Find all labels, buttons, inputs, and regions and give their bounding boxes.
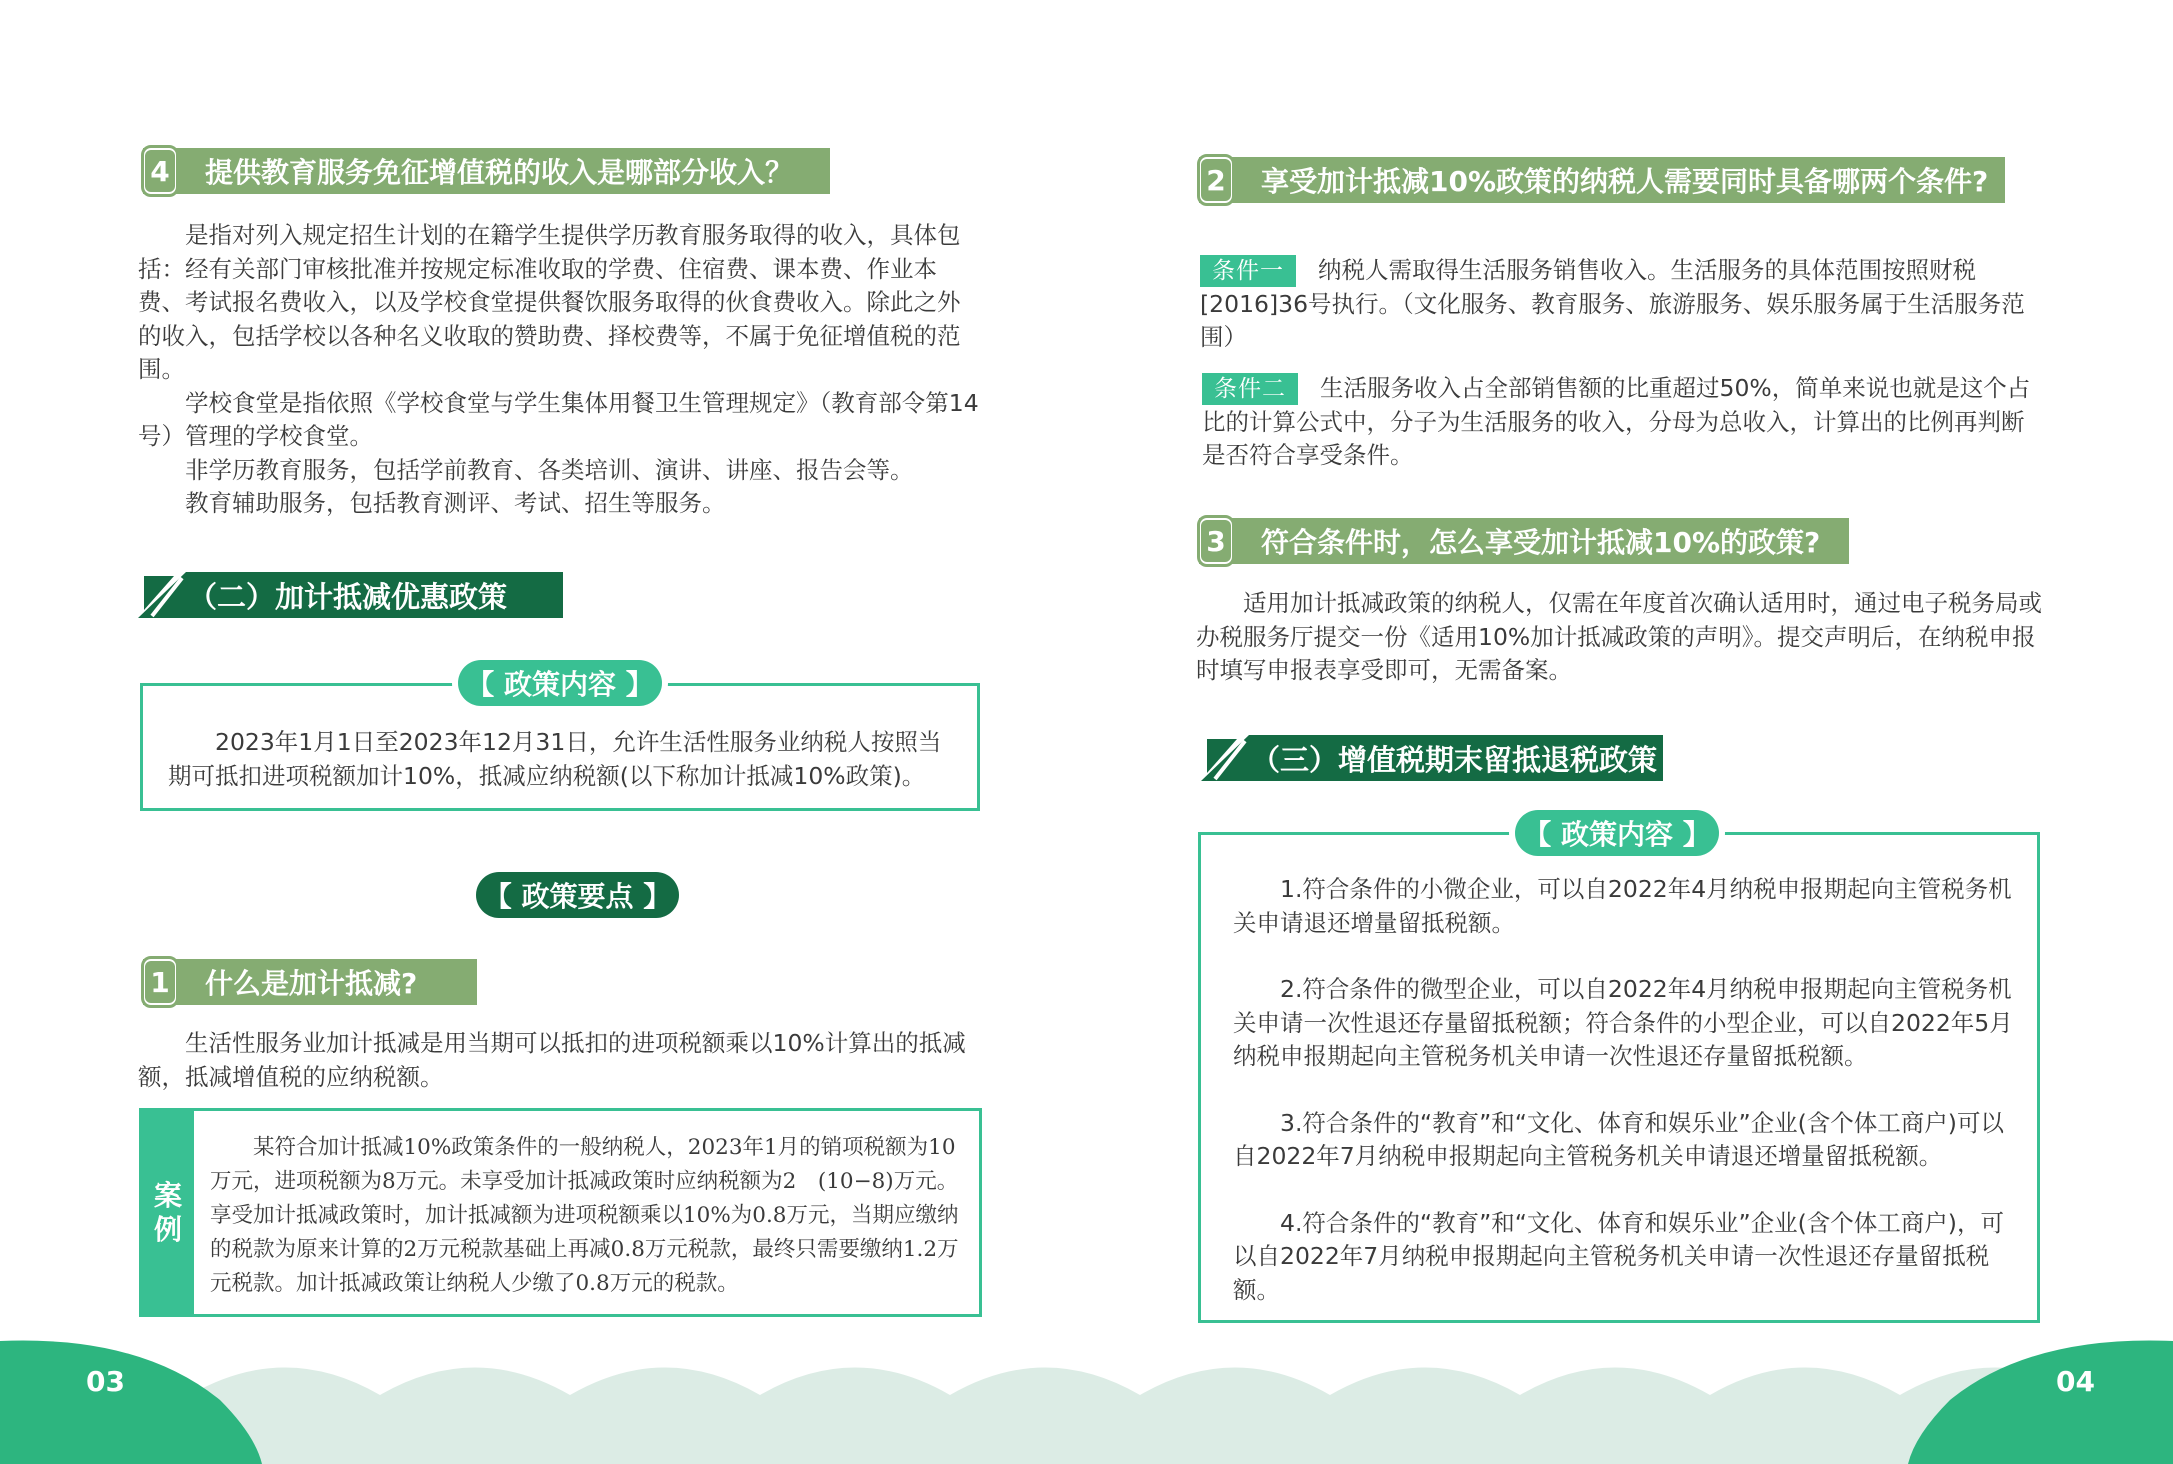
section-3-title: （三）增值税期末留抵退税政策	[1251, 742, 1658, 777]
section-2-heading	[138, 572, 563, 618]
q1-title: 什么是加计抵减?	[205, 967, 418, 1000]
q3-body: 适用加计抵减政策的纳税人，仅需在年度首次确认适用时，通过电子税务局或办税服务厅提交一份《适用10%加计抵减政策的声明》。提交声明后，在纳税申报时填写申报表享受即可，无需备案。	[1196, 589, 2042, 684]
arrow-icon	[138, 572, 186, 618]
policy-items	[1233, 873, 2013, 1307]
condition-1-text: 纳税人需取得生活服务销售收入。生活服务的具体范围按照财税[2016]36号执行。（文化服务、教育服务、旅游服务、娱乐服务属于生活服务范围）	[1200, 256, 2025, 351]
policy-item-4: 4.符合条件的“教育”和“文化、体育和娱乐业”企业(含个体工商户)，可以自2022年7月纳税申报期起向主管税务机关申请一次性退还存量留抵税额。	[1233, 1208, 2004, 1304]
q3-number-badge: 3	[1197, 515, 1235, 567]
q1-heading	[143, 959, 477, 1005]
policy-item-3: 3.符合条件的“教育”和“文化、体育和娱乐业”企业(含个体工商户)可以自2022年7月纳税申报期起向主管税务机关申请退还增量留抵税额。	[1233, 1108, 2004, 1170]
case-label-top: 案	[153, 1178, 182, 1212]
q4-body	[138, 219, 980, 521]
policy-item-2: 2.符合条件的微型企业，可以自2022年4月纳税申报期起向主管税务机关申请一次性退还存量留抵税额；符合条件的小型企业，可以自2022年5月纳税申报期起向主管税务机关申请一次性退还存量留抵税额。	[1233, 975, 2013, 1070]
q4-paragraph-2: 学校食堂是指依照《学校食堂与学生集体用餐卫生管理规定》（教育部令第14号）管理的学校食堂。	[138, 388, 979, 450]
q4-heading	[143, 148, 830, 194]
policy-item-1: 1.符合条件的小微企业，可以自2022年4月纳税申报期起向主管税务机关申请退还增量留抵税额。	[1233, 875, 2012, 937]
q4-paragraph-4: 教育辅助服务，包括教育测评、考试、招生等服务。	[185, 489, 726, 517]
q4-paragraph-3: 非学历教育服务，包括学前教育、各类培训、演讲、讲座、报告会等。	[185, 455, 914, 484]
condition-2	[1202, 372, 2042, 473]
page-number-left: 03	[86, 1365, 125, 1398]
q1-number-badge: 1	[141, 956, 179, 1008]
case-label-bottom: 例	[153, 1212, 182, 1246]
policy-content-box-right	[1198, 832, 2040, 1323]
condition-1	[1200, 254, 2042, 355]
q1-body: 生活性服务业加计抵减是用当期可以抵扣的进项税额乘以10%计算出的抵减额，抵减增值税的应纳税额。	[138, 1029, 966, 1091]
policy-content-label-left: 【 政策内容 】	[458, 660, 662, 706]
q4-number-badge: 4	[141, 145, 179, 197]
q4-title: 提供教育服务免征增值税的收入是哪部分收入？	[205, 156, 794, 189]
policy-key-points-label: 【 政策要点 】	[476, 872, 679, 918]
footer-wave-decoration	[0, 1340, 2173, 1464]
q2-number-badge: 2	[1197, 154, 1235, 206]
q2-heading	[1199, 157, 2005, 203]
case-box	[139, 1108, 982, 1317]
condition-2-label: 条件二	[1202, 373, 1298, 405]
policy-content-label-right: 【 政策内容 】	[1515, 810, 1719, 856]
q3-title: 符合条件时，怎么享受加计抵减10%的政策?	[1261, 526, 1821, 559]
page-number-right: 04	[2056, 1365, 2095, 1398]
condition-1-label: 条件一	[1200, 255, 1296, 287]
case-label	[142, 1111, 194, 1314]
condition-2-text: 生活服务收入占全部销售额的比重超过50%，简单来说也就是这个占比的计算公式中，分子为生活服务的收入，分母为总收入，计算出的比例再判断是否符合享受条件。	[1202, 374, 2031, 469]
case-text: 某符合加计抵减10%政策条件的一般纳税人，2023年1月的销项税额为10万元，进项税额为8万元。未享受加计抵减政策时应纳税额为2 (10−8)万元。享受加计抵减政策时，加计抵减额为进项税额乘以10%为0.8万元，当期应缴纳的税款为原来计算的2万元税款基础上再减0.8万元税款，最终只需要缴纳1.2万元税款。加计抵减政策让纳税人少缴了0.8万元的税款。	[210, 1135, 959, 1296]
policy-content-text-left: 2023年1月1日至2023年12月31日，允许生活性服务业纳税人按照当期可抵扣进项税额加计10%，抵减应纳税额(以下称加计抵减10%政策)。	[168, 728, 942, 790]
q4-paragraph-1: 是指对列入规定招生计划的在籍学生提供学历教育服务取得的收入，具体包括：经有关部门审核批准并按规定标准收取的学费、住宿费、课本费、作业本费、考试报名费收入，以及学校食堂提供餐饮服务取得的伙食费收入。除此之外的收入，包括学校以各种名义收取的赞助费、择校费等，不属于免征增值税的范围。	[138, 221, 961, 383]
section-2-title: （二）加计抵减优惠政策	[188, 579, 508, 614]
section-3-heading	[1201, 735, 1663, 781]
arrow-icon	[1201, 735, 1249, 781]
q3-heading	[1199, 518, 1849, 564]
q2-title: 享受加计抵减10%政策的纳税人需要同时具备哪两个条件?	[1261, 165, 1989, 198]
